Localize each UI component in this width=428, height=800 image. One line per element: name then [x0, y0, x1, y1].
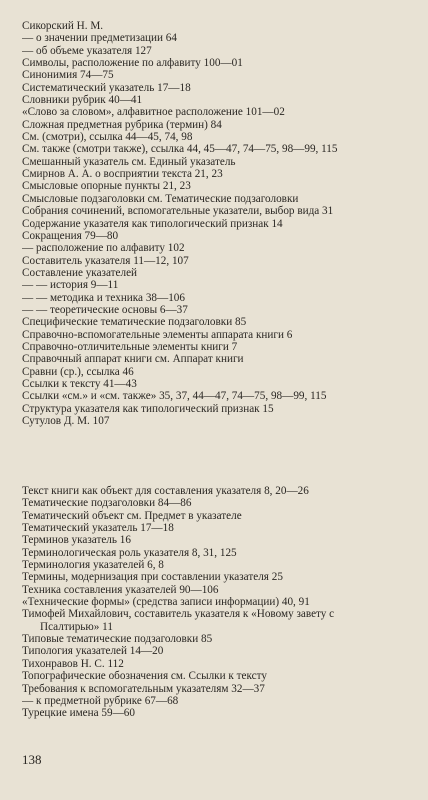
index-entry: Сутулов Д. М. 107: [22, 415, 110, 427]
index-entry: Составление указателей: [22, 266, 138, 279]
index-entry: Требования к вспомогательным указателям 32—37: [22, 682, 265, 695]
index-entry: Турецкие имена 59—60: [22, 707, 135, 720]
index-entry: — — методика и техника 38—106: [22, 291, 185, 304]
index-entry: Символы, расположение по алфавиту 100—01: [22, 57, 243, 70]
index-entry: Типовые тематические подзаголовки 85: [22, 633, 213, 646]
index-entry: Структура указателя как типологический признак 15: [22, 402, 274, 415]
index-entry: См. также (смотри также), ссылка 44, 45—47, 74—75, 98—99, 115: [22, 143, 338, 156]
index-entry: Синонимия 74—75: [22, 69, 114, 82]
page-number: 138: [22, 752, 42, 767]
index-entry: — расположение по алфавиту 102: [22, 242, 185, 255]
index-section-t: [22, 485, 422, 720]
index-entry: Систематический указатель 17—18: [22, 81, 191, 94]
index-entry: Собрания сочинений, вспомогательные указатели, выбор вида 31: [22, 205, 334, 218]
index-entry: Ссылки «см.» и «см. также» 35, 37, 44—47, 74—75, 98—99, 115: [22, 390, 327, 403]
index-entry: Справочный аппарат книги см. Аппарат книги: [22, 353, 244, 366]
index-entry: Текст книги как объект для составления указателя 8, 20—26: [22, 485, 309, 497]
index-entry: Тематический указатель 17—18: [22, 522, 174, 535]
index-entry: Техника составления указателей 90—106: [22, 583, 219, 596]
index-entry: Смысловые подзаголовки см. Тематические подзаголовки: [22, 192, 299, 205]
index-entry: Тематические подзаголовки 84—86: [22, 497, 192, 510]
index-entry: Топографические обозначения см. Ссылки к тексту: [22, 670, 267, 683]
index-entry: — об объеме указателя 127: [22, 44, 152, 57]
index-entry: Тимофей Михайлович, составитель указателя к «Новому завету с: [22, 608, 335, 621]
index-section-s: [22, 20, 422, 427]
index-entry: Сравни (ср.), ссылка 46: [22, 365, 134, 378]
index-entry: Тематический объект см. Предмет в указателе: [22, 509, 242, 522]
index-entry: Термины, модернизация при составлении указателя 25: [22, 571, 283, 584]
index-entry: Терминология указателей 6, 8: [22, 559, 164, 572]
index-entry: Типология указателей 14—20: [22, 645, 164, 658]
index-entry: Смешанный указатель см. Единый указатель: [22, 155, 236, 168]
index-entry: «Технические формы» (средства записи информации) 40, 91: [22, 596, 310, 609]
index-entry: Тихонравов Н. С. 112: [22, 657, 124, 670]
index-entry: Сложная предметная рубрика (термин) 84: [22, 118, 222, 131]
index-entry: Справочно-вспомогательные элементы аппарата книги 6: [22, 328, 293, 341]
index-entry: — — теоретические основы 6—37: [22, 303, 188, 316]
index-entry: Терминологическая роль указателя 8, 31, 125: [22, 546, 237, 559]
index-entry: Смирнов А. А. о восприятии текста 21, 23: [22, 168, 223, 181]
index-entry: Сикорский Н. М.: [22, 20, 104, 32]
index-entry: Словники рубрик 40—41: [22, 94, 143, 107]
index-entry: Содержание указателя как типологический признак 14: [22, 217, 283, 230]
index-entry: См. (смотри), ссылка 44—45, 74, 98: [22, 131, 193, 144]
index-entry: Специфические тематические подзаголовки 85: [22, 316, 247, 329]
index-entry: Терминов указатель 16: [22, 534, 131, 547]
index-entry: — о значении предметизации 64: [22, 32, 177, 45]
index-entry: Составитель указателя 11—12, 107: [22, 254, 189, 267]
index-entry: Справочно-отличительные элементы книги 7: [22, 340, 238, 353]
index-entry: Ссылки к тексту 41—43: [22, 377, 137, 390]
index-entry: Псалтирью» 11: [40, 620, 113, 633]
index-entry: — к предметной рубрике 67—68: [22, 694, 179, 707]
index-entry: Смысловые опорные пункты 21, 23: [22, 180, 191, 193]
index-entry: — — история 9—11: [22, 279, 119, 292]
index-entry: Сокращения 79—80: [22, 229, 119, 242]
index-entry: «Слово за словом», алфавитное расположение 101—02: [22, 106, 285, 119]
